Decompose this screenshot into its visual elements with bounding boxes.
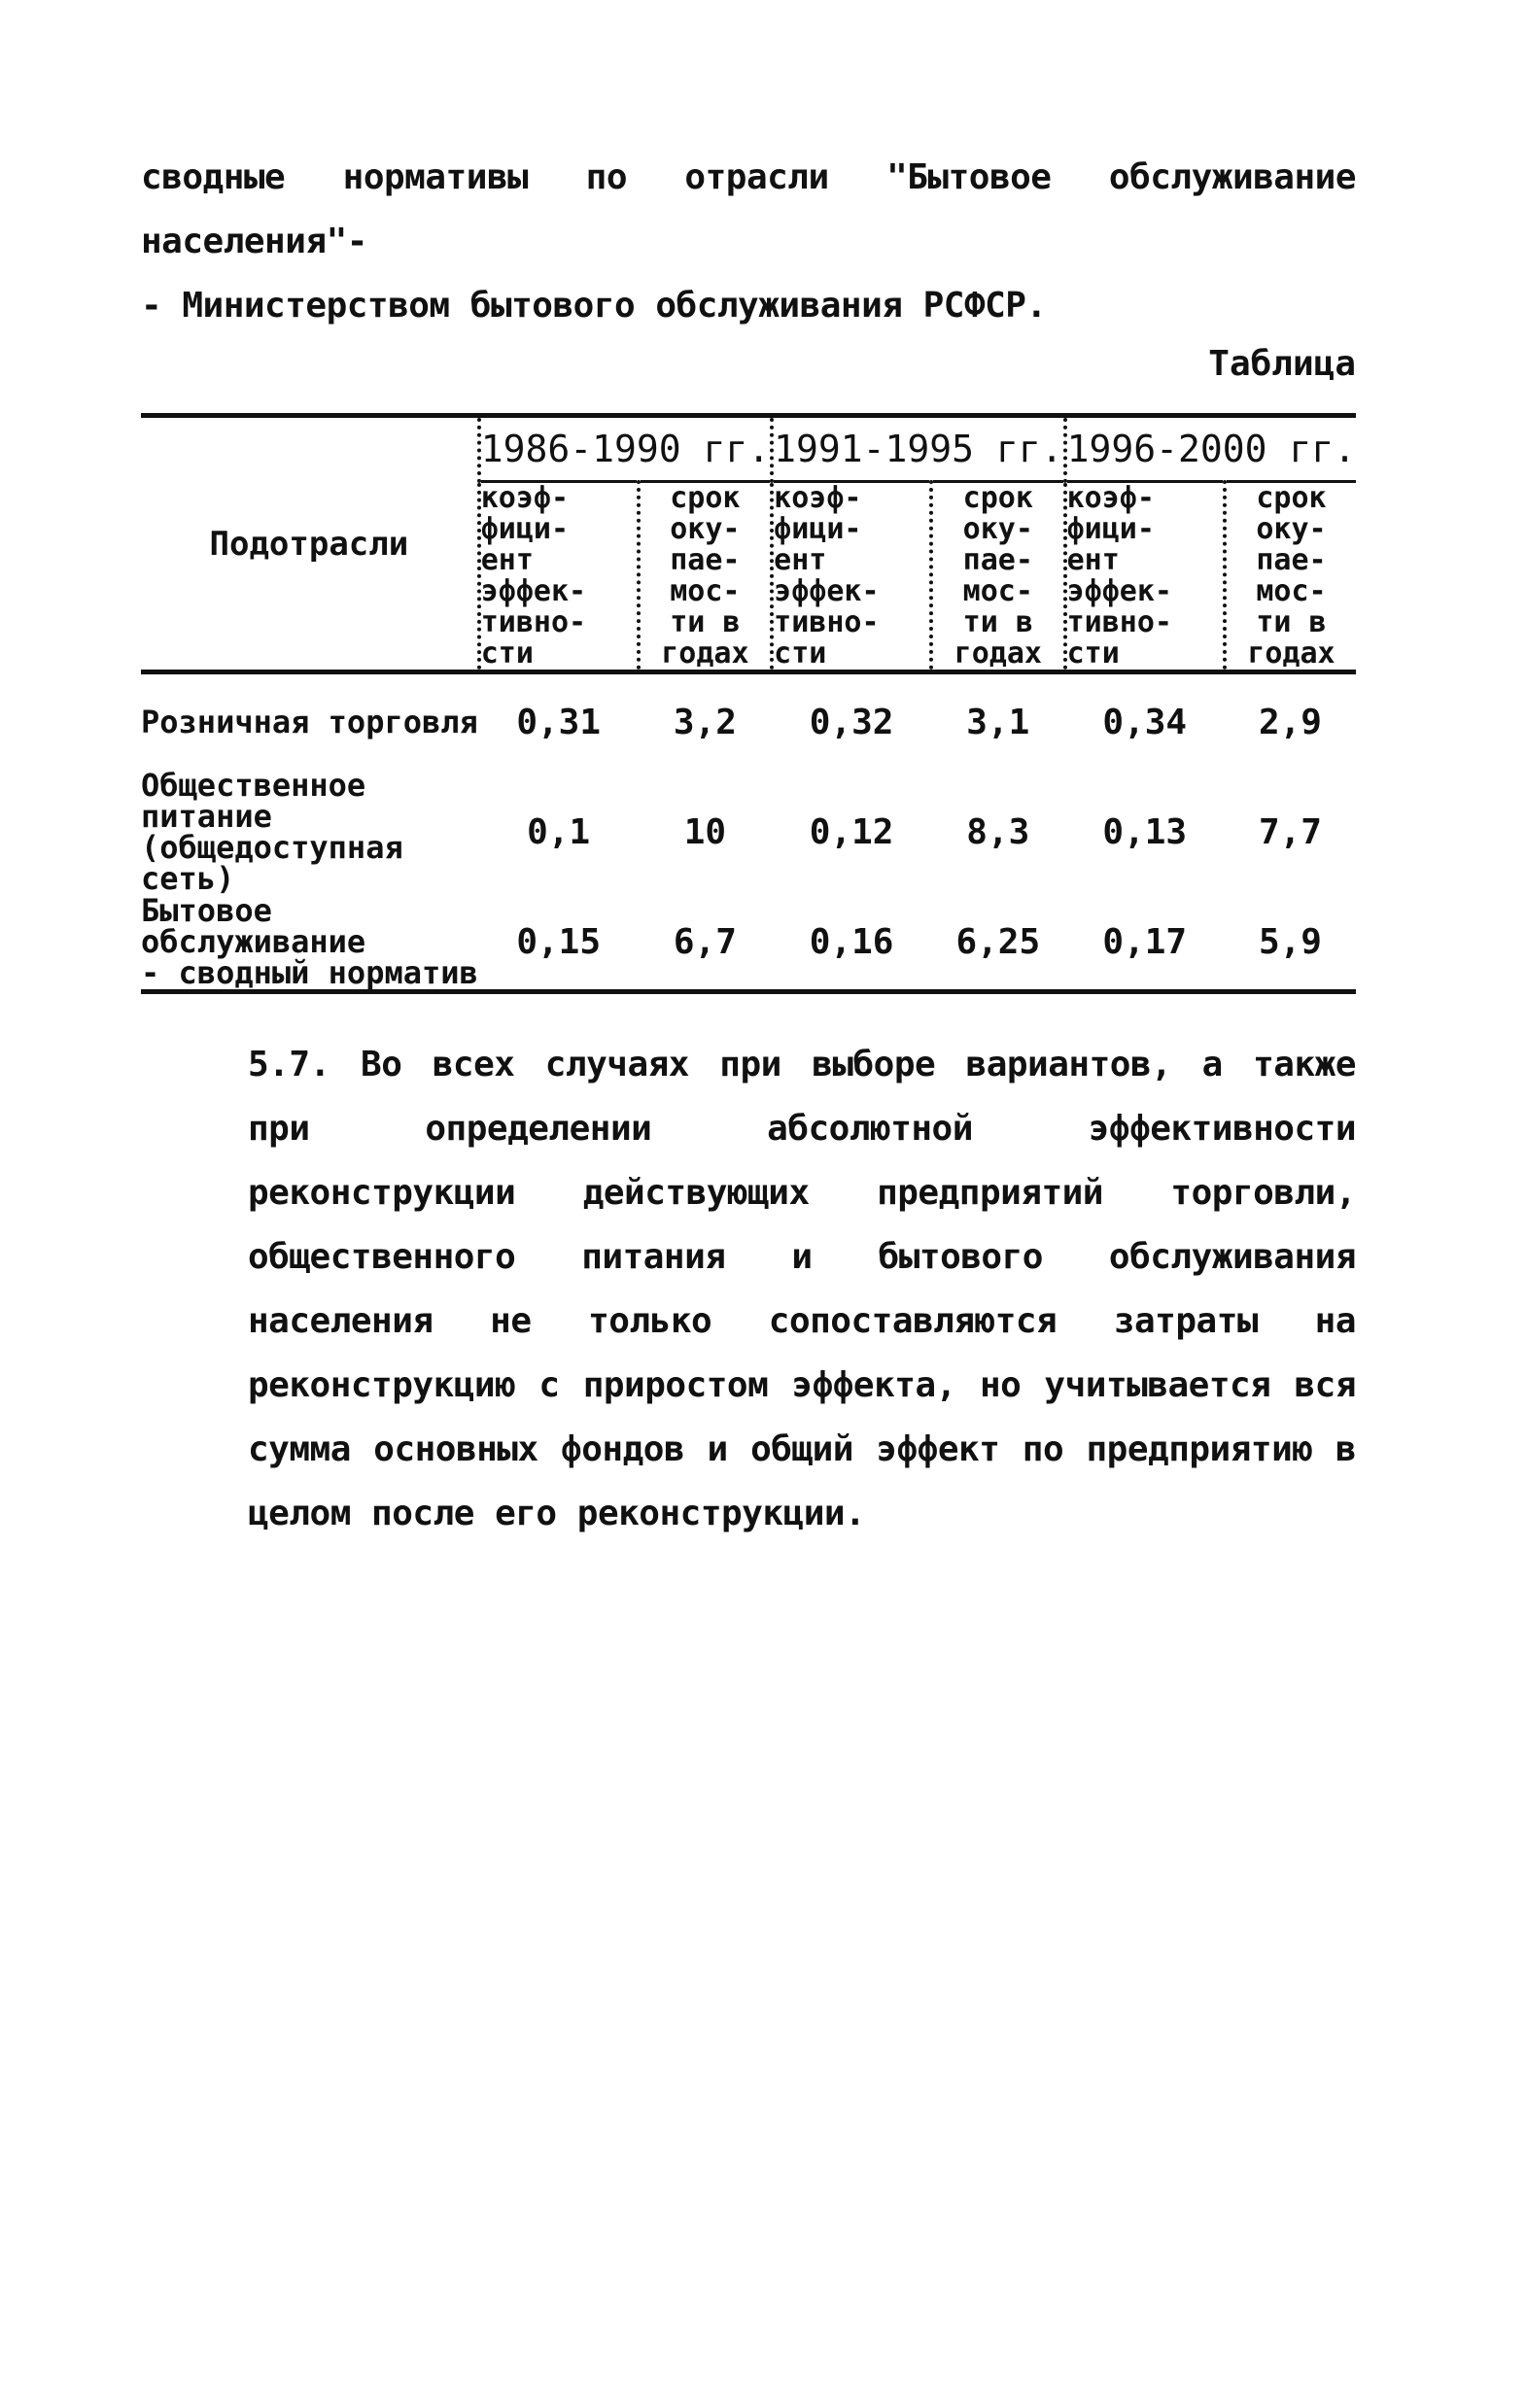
srok-subheader: срок оку- пае- мос- ти в годах [931,482,1065,672]
intro-line-1: сводные нормативы по отрасли "Бытовое обслуживание населения"- [141,157,1356,261]
period-header: 1996-2000 гг. [1065,416,1356,482]
coef-subheader: коэф- фици- ент эффек- тивно- сти [772,482,931,672]
table-cell: 0,12 [809,811,894,852]
row-label: Общественное питание (общедоступная сеть) [141,767,403,897]
table-row [141,894,1356,992]
section-5-7-text: 5.7. Во всех случаях при выборе вариантов, а также при определении абсолютной эффективности реконструкции действующих предприятий торговли, общественного питания и бытового обслуживания населения не только сопоставляются затраты на реконструкцию с приростом эффекта, но учитывается вся сумма основных фондов и общий эффект по предприятию в целом после его реконструкции. [248,1045,1356,1533]
row-label: Бытовое обслуживание - сводный норматив [141,892,478,991]
table-cell: 0,15 [516,921,602,962]
coef-subheader: коэф- фици- ент эффек- тивно- сти [1065,482,1225,672]
table-cell: 0,16 [809,921,894,962]
table-row [141,672,1356,771]
table-cell: 5,9 [1258,921,1322,962]
table-cell: 0,31 [516,702,602,742]
coef-subheader: коэф- фици- ент эффек- тивно- сти [479,482,639,672]
table-cell: 0,32 [809,702,894,742]
period-header: 1991-1995 гг. [772,416,1064,482]
document-page [141,146,1356,1546]
table-caption: Таблица [1208,344,1356,384]
section-5-7 [141,1033,1356,1546]
table-cell: 3,2 [673,702,737,742]
table-cell: 6,7 [673,921,737,962]
table-cell: 3,1 [966,702,1030,742]
table-cell: 8,3 [966,811,1030,852]
table-cell: 10 [683,811,727,852]
table-cell: 2,9 [1258,702,1322,742]
table-cell: 0,1 [527,811,591,852]
table-cell: 7,7 [1258,811,1322,852]
table-row [141,770,1356,894]
srok-subheader: срок оку- пае- мос- ти в годах [1225,482,1356,672]
table-cell: 0,34 [1102,702,1188,742]
row-header: Подотрасли [141,416,479,672]
period-header: 1986-1990 гг. [479,416,772,482]
table-cell: 0,17 [1102,921,1188,962]
srok-subheader: срок оку- пае- мос- ти в годах [639,482,773,672]
norms-table [141,413,1356,994]
intro-line-2: - Министерством бытового обслуживания РСФСР. [141,286,1047,326]
table-cell: 6,25 [955,921,1041,962]
table-cell: 0,13 [1102,811,1188,852]
row-label: Розничная торговля [141,704,478,740]
